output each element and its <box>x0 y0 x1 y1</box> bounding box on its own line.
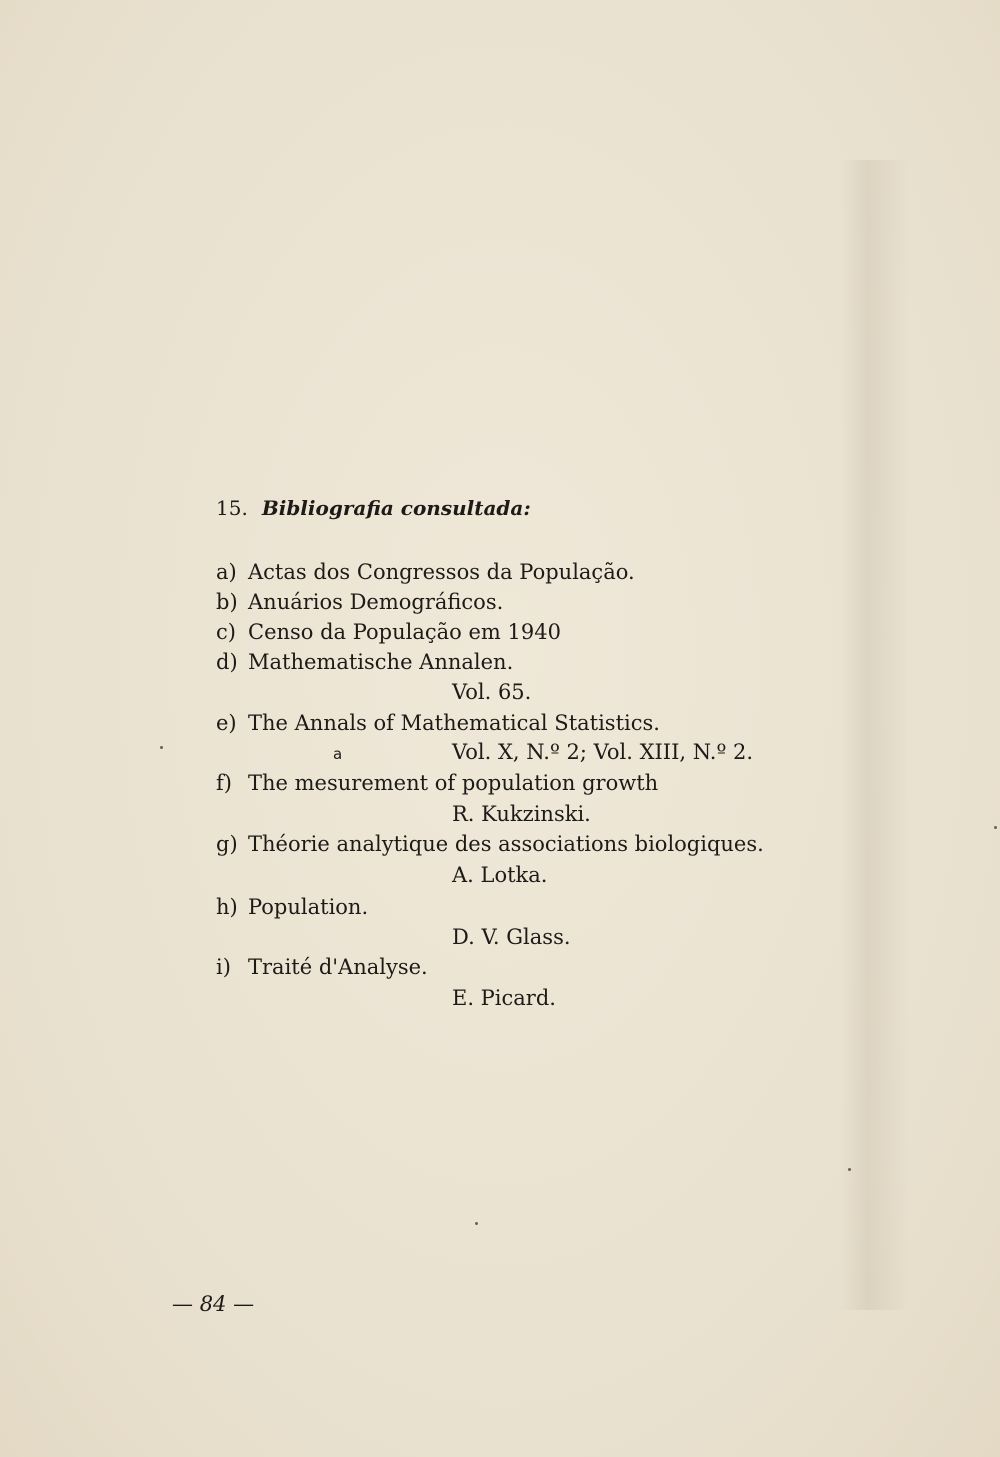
bibliography-entry-b <box>216 592 503 613</box>
entry-letter: b) <box>216 590 238 614</box>
section-title: Bibliografia consultada: <box>261 496 531 520</box>
entry-detail-f: R. Kukzinski. <box>452 802 591 826</box>
entry-text: Traité d'Analyse. <box>248 955 428 979</box>
entry-letter: h) <box>216 895 238 919</box>
entry-text: The mesurement of population growth <box>248 771 659 795</box>
handwritten-correction: a <box>333 745 343 763</box>
entry-letter: i) <box>216 955 231 979</box>
bleed-through-shadow <box>840 160 910 1310</box>
entry-text: Actas dos Congressos da População. <box>248 560 635 584</box>
entry-text: Théorie analytique des associations biologiques. <box>248 832 764 856</box>
entry-detail-d: Vol. 65. <box>452 680 532 704</box>
bibliography-entry-e <box>216 713 660 734</box>
bibliography-entry-c <box>216 622 561 643</box>
entry-detail-h: D. V. Glass. <box>452 925 571 949</box>
entry-detail-i: E. Picard. <box>452 986 556 1010</box>
paper-speck <box>475 1222 478 1225</box>
paper-speck <box>160 746 163 749</box>
entry-text: Anuários Demográficos. <box>248 590 504 614</box>
bibliography-entry-a <box>216 562 635 583</box>
bibliography-entry-h <box>216 897 368 918</box>
page-number-dash-left: — <box>172 1292 193 1316</box>
entry-letter: a) <box>216 560 237 584</box>
bibliography-entry-g <box>216 834 764 855</box>
section-heading <box>216 496 531 520</box>
paper-speck <box>994 826 997 829</box>
entry-detail-g: A. Lotka. <box>452 863 548 887</box>
page-number-dash-right: — <box>233 1292 255 1316</box>
bibliography-entry-i <box>216 957 428 978</box>
entry-letter: e) <box>216 711 237 735</box>
entry-text: Mathematische Annalen. <box>248 650 514 674</box>
section-number: 15. <box>216 496 248 520</box>
entry-letter: d) <box>216 650 238 674</box>
page-number-value: 84 <box>199 1292 227 1316</box>
entry-text: Censo da População em 1940 <box>248 620 561 644</box>
entry-text: The Annals of Mathematical Statistics. <box>248 711 660 735</box>
entry-letter: g) <box>216 832 238 856</box>
entry-letter: f) <box>216 771 232 795</box>
entry-letter: c) <box>216 620 236 644</box>
page-number <box>172 1292 254 1316</box>
bibliography-entry-f <box>216 773 658 794</box>
bibliography-entry-d <box>216 652 513 673</box>
paper-speck <box>848 1168 851 1171</box>
entry-text: Population. <box>248 895 369 919</box>
entry-detail-e: Vol. X, N.º 2; Vol. XIII, N.º 2. <box>452 740 754 764</box>
